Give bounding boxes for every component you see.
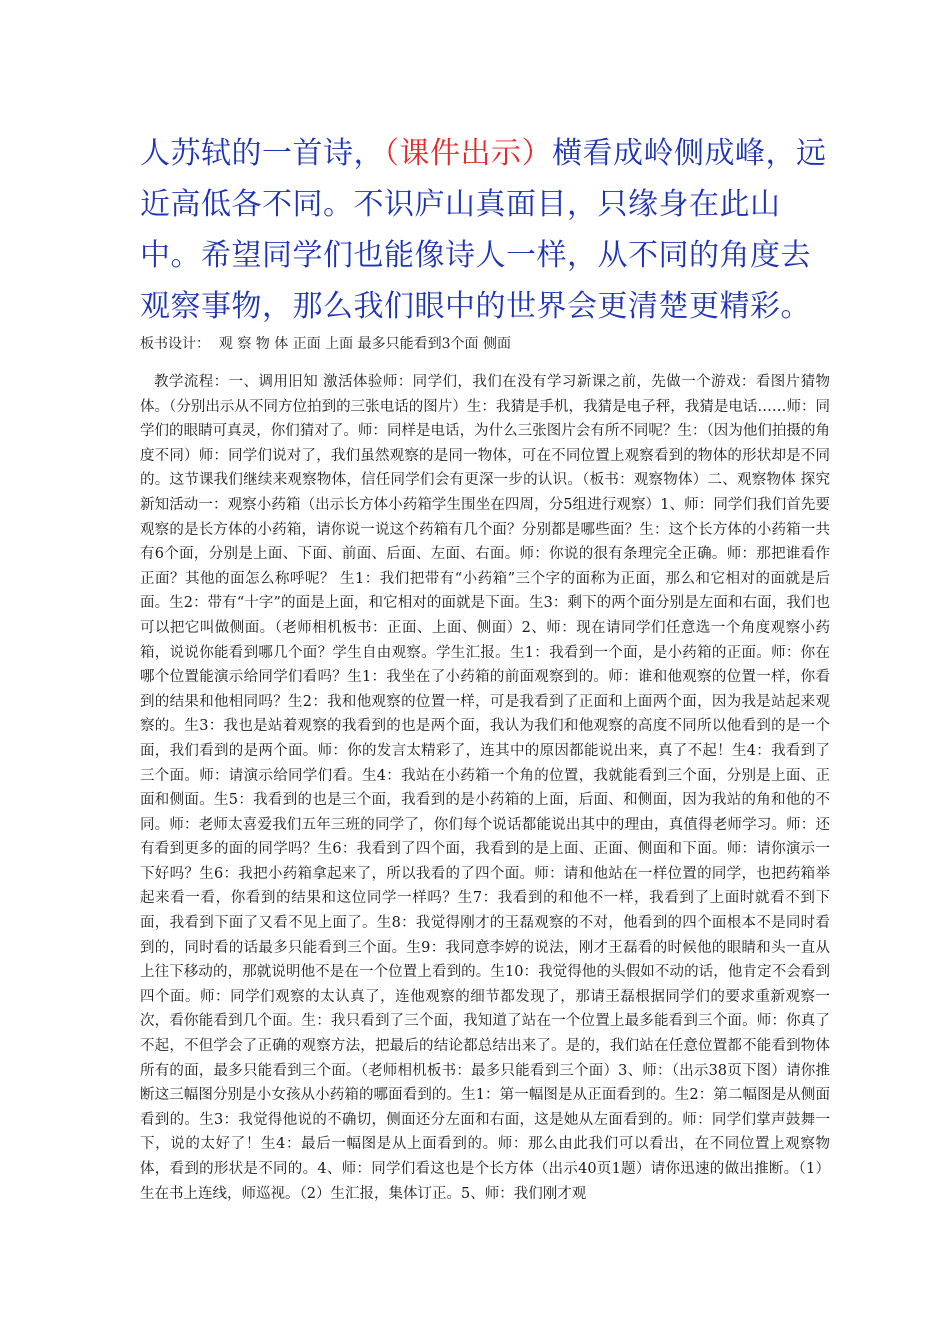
poem-text-part1: 人苏轼的一首诗， <box>140 136 384 171</box>
poem-paragraph <box>140 128 830 332</box>
poem-text-part2: 横看成岭侧成峰，远近高低各不同。不识庐山真面目，只缘身在此山中。希望同学们也能像诗人一样，从不同的角度去观察事物，那么我们眼中的世界会更清楚更精彩。 <box>140 136 827 324</box>
board-design-line: 板书设计： 观 察 物 体 正面 上面 最多只能看到3个面 侧面 <box>140 336 511 352</box>
courseware-note: （课件出示） <box>384 136 552 171</box>
teaching-flow-paragraph: 教学流程：一、调用旧知 激活体验师：同学们，我们在没有学习新课之前，先做一个游戏：看图片猜物体。（分别出示从不同方位拍到的三张电话的图片）生：我猜是手机，我猜是电子秤，我猜是电话……师：同学们的眼睛可真灵，你们猜对了。师：同样是电话，为什么三张图片会有所不同呢？生：（因为他们拍摄的角度不同）师：同学们说对了，我们虽然观察的是同一物体，可在不同位置上观察看到的物体的形状却是不同的。这节课我们继续来观察物体，信任同学们会有更深一步的认识。（板书：观察物体）二、观察物体 探究新知活动一：观察小药箱（出示长方体小药箱学生围坐在四周，分5组进行观察）1、师：同学们我们首先要观察的是长方体的小药箱，请你说一说这个药箱有几个面？分别都是哪些面？生：这个长方体的小药箱一共有6个面，分别是上面、下面、前面、后面、左面、右面。师：你说的很有条理完全正确。师：那把谁看作正面？其他的面怎么称呼呢？ 生1：我们把带有“小药箱”三个字的面称为正面，那么和它相对的面就是后面。生2：带有“十字”的面是上面，和它相对的面就是下面。生3：剩下的两个面分别是左面和右面，我们也可以把它叫做侧面。（老师相机板书：正面、上面、侧面）2、师：现在请同学们任意选一个角度观察小药箱，说说你能看到哪几个面？学生自由观察。学生汇报。生1：我看到一个面，是小药箱的正面。师：你在哪个位置能演示给同学们看吗？生1：我坐在了小药箱的前面观察到的。师：谁和他观察的位置一样，你看到的结果和他相同吗？生2：我和他观察的位置一样，可是我看到了正面和上面两个面，因为我是站起来观察的。生3：我也是站着观察的我看到的也是两个面，我认为我们和他观察的高度不同所以他看到的是一个面，我们看到的是两个面。师：你的发言太精彩了，连其中的原因都能说出来，真了不起！生4：我看到了三个面。师：请演示给同学们看。生4：我站在小药箱一个角的位置，我就能看到三个面，分别是上面、正面和侧面。生5：我看到的也是三个面，我看到的是小药箱的上面，后面、和侧面，因为我站的角和他的不同。师：老师太喜爱我们五年三班的同学了，你们每个说话都能说出其中的理由，真值得老师学习。师：还有看到更多的面的同学吗？生6：我看到了四个面，我看到的是上面、正面、侧面和下面。师：请你演示一下好吗？生6：我把小药箱拿起来了，所以我看的了四个面。师：请和他站在一样位置的同学，也把药箱举起来看一看，你看到的结果和这位同学一样吗？生7：我看到的和他不一样，我看到了上面时就看不到下面，我看到下面了又看不见上面了。生8：我觉得刚才的王磊观察的不对，他看到的四个面根本不是同时看到的，同时看的话最多只能看到三个面。生9：我同意李婷的说法，刚才王磊看的时候他的眼睛和头一直从上往下移动的，那就说明他不是在一个位置上看到的。生10：我觉得他的头假如不动的话，他肯定不会看到四个面。师：同学们观察的太认真了，连他观察的细节都发现了，那请王磊根据同学们的要求重新观察一次，看你能看到几个面。生：我只看到了三个面，我知道了站在一个位置上最多能看到三个面。师：你真了不起，不但学会了正确的观察方法，把最后的结论都总结出来了。是的，我们站在任意位置都不能看到物体所有的面，最多只能看到三个面。（老师相机板书：最多只能看到三个面）3、师：（出示38页下图）请你推断这三幅图分别是小女孩从小药箱的哪面看到的。生1：第一幅图是从正面看到的。生2：第二幅图是从侧面看到的。生3：我觉得他说的不确切，侧面还分左面和右面，这是她从左面看到的。师：同学们掌声鼓舞一下，说的太好了！生4：最后一幅图是从上面看到的。师：那么由此我们可以看出，在不同位置上观察物体，看到的形状是不同的。4、师：同学们看这也是个长方体（出示40页1题）请你迅速的做出推断。（1）生在书上连线，师巡视。（2）生汇报，集体订正。5、师：我们刚才观 <box>140 374 830 1202</box>
